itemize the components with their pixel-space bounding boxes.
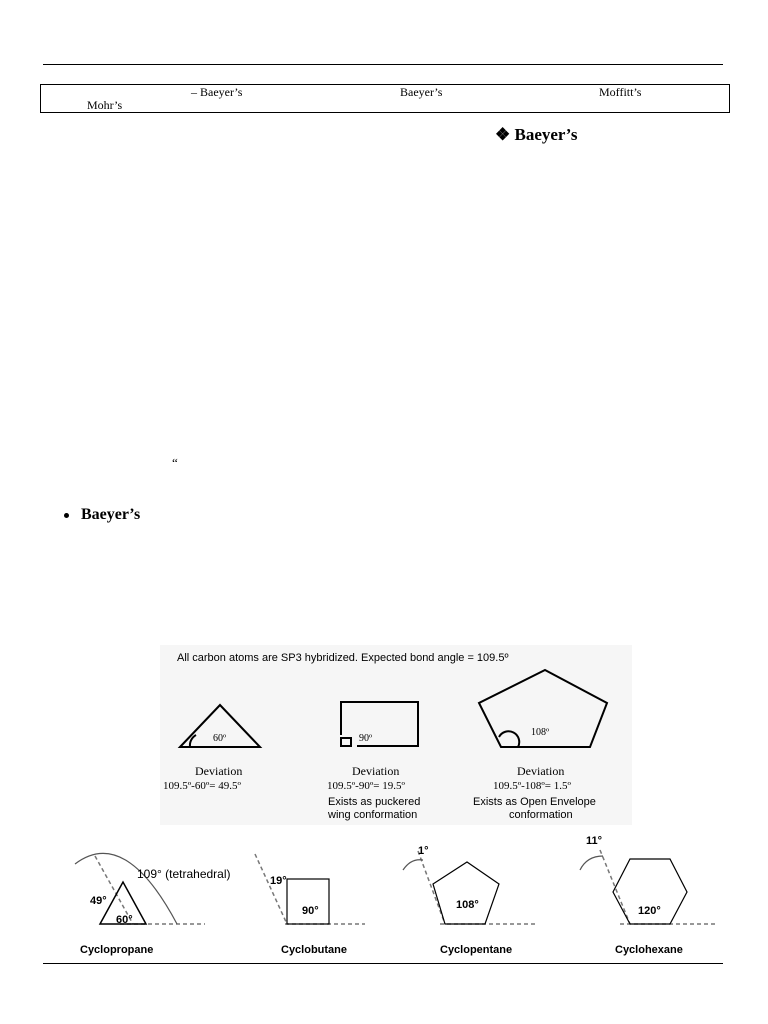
cyclopentane-name: Cyclopentane: [440, 944, 513, 956]
cyclopropane-label-b: 49°: [90, 895, 107, 907]
square-angle-label: 90º: [359, 733, 373, 744]
header-box-item-4: Mohr’s: [87, 98, 123, 112]
cyclobutane-tetrahedral-line: [255, 854, 287, 924]
pentagon-deviation-value: 109.5º-108º= 1.5º: [493, 780, 571, 792]
bullet-dot-icon: [64, 513, 69, 518]
bullet-heading: [64, 506, 140, 524]
quote-mark: “: [172, 455, 178, 470]
cyclohexane-diagram: [580, 835, 715, 956]
cyclopentane-diagram: [403, 845, 535, 956]
cyclopentane-tetrahedral-line: [418, 851, 445, 924]
section-heading: [495, 125, 577, 145]
cyclopentane-label-a: 1°: [418, 845, 429, 857]
cyclohexane-angle-arc: [580, 856, 603, 870]
cyclobutane-label-a: 19°: [270, 875, 287, 887]
cyclohexane-name: Cyclohexane: [615, 944, 683, 956]
triangle-angle-label: 60º: [213, 733, 227, 744]
pentagon-angle-label: 108º: [531, 727, 550, 738]
triangle-deviation-label: Deviation: [195, 764, 243, 778]
cyclohexane-label-a: 11°: [586, 835, 603, 847]
header-box-item-1: – Baeyer’s: [191, 85, 243, 99]
pentagon-note-line-2: conformation: [509, 809, 573, 821]
cyclohexane-label-b: 120°: [638, 905, 661, 917]
square-note-line-1: Exists as puckered: [328, 796, 421, 808]
square-deviation-value: 109.5º-90º= 19.5º: [327, 780, 405, 792]
top-rule: [43, 64, 723, 65]
bullet-heading-text: Baeyer’s: [81, 506, 141, 523]
triangle-deviation-value: 109.5º-60º= 49.5º: [163, 780, 241, 792]
pentagon-note-line-1: Exists as Open Envelope: [473, 796, 596, 808]
bond-angle-deviation-svg: [160, 645, 632, 825]
diamond-bullet-icon: ❖: [495, 125, 511, 144]
square-right-angle-marker: [341, 738, 351, 746]
cyclopropane-diagram: [75, 853, 231, 956]
header-box-item-2: Baeyer’s: [400, 85, 443, 99]
cycloalkane-angle-strain-figure: [55, 826, 725, 961]
cycloalkane-svg: [55, 826, 725, 961]
square-note-line-2: wing conformation: [328, 809, 418, 821]
cyclobutane-diagram: [255, 854, 365, 956]
cyclobutane-name: Cyclobutane: [281, 944, 348, 956]
cyclopentane-ring: [433, 862, 499, 924]
cyclopentane-angle-arc: [403, 860, 423, 870]
square-deviation-label: Deviation: [352, 764, 400, 778]
square-shape: [341, 702, 418, 746]
pentagon-angle-arc: [499, 731, 519, 747]
cyclopentane-label-b: 108°: [456, 899, 479, 911]
cyclopropane-label-a: 109° (tetrahedral): [137, 867, 231, 881]
figure-title: All carbon atoms are SP3 hybridized. Expected bond angle = 109.5º: [177, 652, 509, 664]
section-heading-text: Baeyer’s: [514, 125, 578, 144]
cyclobutane-label-b: 90°: [302, 905, 319, 917]
cyclopropane-name: Cyclopropane: [80, 944, 154, 956]
pentagon-deviation-label: Deviation: [517, 764, 565, 778]
header-box: [40, 84, 730, 113]
header-box-item-3: Moffitt’s: [599, 85, 642, 99]
bond-angle-deviation-figure: [160, 645, 632, 825]
cyclobutane-ring: [287, 879, 329, 924]
bottom-rule: [43, 963, 723, 964]
cyclopropane-label-c: 60°: [116, 914, 133, 926]
